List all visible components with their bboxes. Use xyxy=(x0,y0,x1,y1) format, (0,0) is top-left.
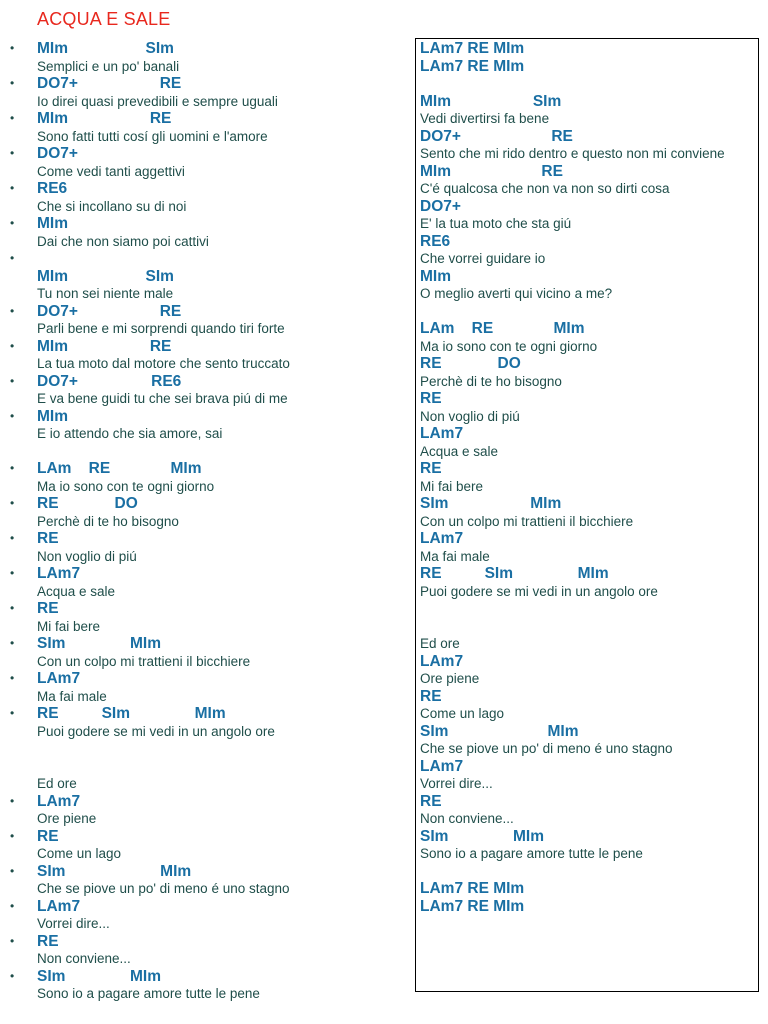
chord-line xyxy=(420,93,758,111)
chord-line xyxy=(420,565,758,583)
lyric-line xyxy=(0,950,410,968)
lyric-line xyxy=(420,145,758,163)
chord-text: SIm MIm xyxy=(37,862,192,880)
lyric-text: Come un lago xyxy=(420,706,505,721)
chord-line xyxy=(420,898,758,916)
chord-line xyxy=(420,530,758,548)
chord-line xyxy=(0,75,410,93)
left-column xyxy=(0,40,410,1003)
bullet-icon: • xyxy=(10,338,15,353)
lyric-text: Puoi godere se mi vedi in un angolo ore xyxy=(420,583,658,599)
chord-text: RE xyxy=(37,600,59,617)
chord-line xyxy=(0,793,410,811)
lyric-text: O meglio averti qui vicino a me? xyxy=(420,286,613,301)
chord-text: MIm RE xyxy=(37,337,172,355)
lyric-text: Dai che non siamo poi cattivi xyxy=(37,233,209,249)
lyric-text: Con un colpo mi trattieni il bicchiere xyxy=(37,653,251,669)
bullet-icon: • xyxy=(10,41,15,55)
lyric-text: Parli bene e mi sorprendi quando tiri forte xyxy=(37,321,285,336)
lyric-line xyxy=(0,58,410,76)
blank-line xyxy=(420,75,758,93)
lyric-text: Che si incollano su di noi xyxy=(37,198,187,214)
lyric-line xyxy=(420,740,758,758)
chord-text: MIm RE xyxy=(420,162,563,180)
chord-line xyxy=(420,268,758,286)
blank-line xyxy=(420,303,758,321)
lyric-line xyxy=(0,198,410,216)
chord-text: LAm7 xyxy=(37,565,81,582)
lyric-text: Sento che mi rido dentro e questo non mi conviene xyxy=(420,146,725,161)
chord-text: RE xyxy=(420,792,442,810)
lyric-text: Perchè di te ho bisogno xyxy=(420,373,562,389)
bullet-icon: • xyxy=(10,636,15,650)
chord-line xyxy=(420,58,758,76)
lyric-line xyxy=(0,320,410,338)
lyric-text: E va bene guidi tu che sei brava piú di me xyxy=(37,391,288,406)
lyric-line xyxy=(0,810,410,828)
chord-line xyxy=(0,828,410,846)
chord-text: LAm7 RE MIm xyxy=(420,880,525,897)
lyric-text: Ma io sono con te ogni giorno xyxy=(420,338,598,354)
lyric-text: Sono fatti tutti cosí gli uomini e l'amore xyxy=(37,128,268,144)
chord-line xyxy=(0,670,410,688)
lyric-text: C'é qualcosa che non va non so dirti cosa xyxy=(420,181,670,196)
chord-line xyxy=(420,460,758,478)
lyric-line xyxy=(0,845,410,863)
chord-line xyxy=(0,215,410,233)
chord-line xyxy=(0,530,410,548)
chord-line xyxy=(0,145,410,163)
lyric-line xyxy=(420,180,758,198)
lyric-line xyxy=(0,233,410,251)
chord-text: MIm xyxy=(37,215,68,232)
chord-line xyxy=(0,968,410,986)
lyric-line xyxy=(0,355,410,373)
chord-line xyxy=(420,128,758,146)
chord-text: LAm7 xyxy=(420,425,464,442)
chord-line xyxy=(420,390,758,408)
lyric-line xyxy=(420,110,758,128)
lyric-line xyxy=(420,845,758,863)
chord-text: LAm7 xyxy=(420,530,464,547)
chord-line xyxy=(0,898,410,916)
lyric-text: Non voglio di piú xyxy=(37,548,137,564)
blank-line xyxy=(420,618,758,636)
chord-text: RE xyxy=(37,827,59,845)
bullet-icon: • xyxy=(10,111,15,125)
bullet-icon: • xyxy=(10,793,15,808)
bullet-icon: • xyxy=(10,373,15,388)
bullet-icon: • xyxy=(10,303,15,318)
chord-text: DO7+ RE xyxy=(420,127,573,145)
chord-line xyxy=(420,758,758,776)
chord-line xyxy=(0,268,410,286)
lyric-text: Acqua e sale xyxy=(420,443,499,459)
chord-line xyxy=(420,40,758,58)
chord-text: RE DO xyxy=(420,355,521,372)
chord-text: LAm RE MIm xyxy=(37,460,202,477)
chord-text: RE6 xyxy=(420,232,451,250)
chord-line xyxy=(420,198,758,216)
lyric-text: Non voglio di piú xyxy=(420,408,520,424)
bullet-icon: • xyxy=(10,671,15,685)
lyric-line xyxy=(420,705,758,723)
lyric-text: Acqua e sale xyxy=(37,583,116,599)
chord-line xyxy=(0,600,410,618)
chord-line xyxy=(0,373,410,391)
lyric-line xyxy=(420,478,758,496)
lyric-text: Che se piove un po' di meno é uno stagno xyxy=(37,881,290,896)
chord-text: MIm xyxy=(37,407,68,425)
lyric-line xyxy=(0,478,410,496)
chord-text: LAm7 xyxy=(37,670,81,687)
lyric-line xyxy=(420,548,758,566)
lyric-line xyxy=(0,688,410,706)
chord-text: RE xyxy=(420,460,442,477)
lyric-text: Come vedi tanti aggettivi xyxy=(37,163,185,179)
chord-text: RE xyxy=(37,530,59,547)
chord-text: DO7+ xyxy=(420,197,461,215)
lyric-text: Ore piene xyxy=(420,671,480,686)
lyric-text: Puoi godere se mi vedi in un angolo ore xyxy=(37,723,275,739)
lyric-line xyxy=(0,513,410,531)
lyric-line xyxy=(0,583,410,601)
bullet-icon: • xyxy=(10,863,15,878)
chord-text: RE xyxy=(420,390,442,407)
chord-text: RE xyxy=(37,932,59,950)
chord-text: LAm7 RE MIm xyxy=(420,40,525,57)
chord-line xyxy=(420,793,758,811)
chord-line xyxy=(420,723,758,741)
chord-text: LAm7 xyxy=(37,792,81,810)
chord-line xyxy=(0,40,410,58)
chord-line xyxy=(0,495,410,513)
bullet-icon: • xyxy=(10,968,15,983)
bullet-icon: • xyxy=(10,76,15,90)
bullet-icon: • xyxy=(10,408,15,423)
chord-line xyxy=(0,863,410,881)
bullet-icon: • xyxy=(10,828,15,843)
chord-text: SIm MIm xyxy=(420,827,545,845)
chord-text: LAm7 xyxy=(420,652,464,670)
lyric-line xyxy=(0,723,410,741)
chord-text: MIm SIm xyxy=(37,40,174,57)
chord-text: MIm SIm xyxy=(37,267,174,285)
chord-text: LAm7 xyxy=(37,897,81,915)
chord-line xyxy=(0,338,410,356)
chord-text: SIm MIm xyxy=(37,967,162,985)
chord-text: MIm RE xyxy=(37,110,172,127)
bullet-icon: • xyxy=(10,251,15,265)
lyric-line xyxy=(0,128,410,146)
chord-line xyxy=(420,828,758,846)
chord-line xyxy=(0,933,410,951)
lyric-text: Ma fai male xyxy=(37,688,107,704)
lyric-line xyxy=(0,985,410,1003)
bullet-icon: • xyxy=(10,216,15,230)
chord-text: LAm7 xyxy=(420,757,464,775)
chord-text: RE DO xyxy=(37,495,138,512)
lyric-line xyxy=(0,93,410,111)
lyric-line xyxy=(420,443,758,461)
chord-line xyxy=(420,355,758,373)
chord-line xyxy=(0,460,410,478)
lyric-text: Ed ore xyxy=(37,776,77,791)
blank-line xyxy=(0,740,410,758)
lyric-text: Perchè di te ho bisogno xyxy=(37,513,179,529)
lyric-text: E io attendo che sia amore, sai xyxy=(37,426,223,441)
lyric-line xyxy=(420,285,758,303)
lyric-text: Io direi quasi prevedibili e sempre uguali xyxy=(37,93,278,109)
chord-line xyxy=(0,110,410,128)
chord-line xyxy=(420,320,758,338)
lyric-text: Tu non sei niente male xyxy=(37,286,174,301)
lyric-text: Ma io sono con te ogni giorno xyxy=(37,478,215,494)
bullet-icon: • xyxy=(10,531,15,545)
chord-line xyxy=(0,635,410,653)
lyric-line xyxy=(420,250,758,268)
blank-line xyxy=(420,863,758,881)
chord-text: DO7+ RE6 xyxy=(37,372,182,390)
lyric-text: Come un lago xyxy=(37,846,122,861)
chord-line xyxy=(0,565,410,583)
chord-text: DO7+ xyxy=(37,145,78,162)
bullet-icon: • xyxy=(10,706,15,720)
lyric-text: Con un colpo mi trattieni il bicchiere xyxy=(420,513,634,529)
lyric-line xyxy=(0,775,410,793)
lyric-line xyxy=(0,163,410,181)
lyric-text: Mi fai bere xyxy=(420,478,484,494)
chord-line xyxy=(420,425,758,443)
lyric-text: Sono io a pagare amore tutte le pene xyxy=(420,846,643,861)
chord-line xyxy=(420,495,758,513)
chord-line xyxy=(0,408,410,426)
lyric-line xyxy=(420,583,758,601)
lyric-text: Ma fai male xyxy=(420,548,490,564)
bullet-icon: • xyxy=(10,601,15,615)
lyric-line xyxy=(0,915,410,933)
right-column-box xyxy=(415,38,759,992)
lyric-text: Ed ore xyxy=(420,636,460,651)
lyric-line xyxy=(0,880,410,898)
lyric-line xyxy=(0,425,410,443)
chord-line xyxy=(420,653,758,671)
lyric-text: La tua moto dal motore che sento truccato xyxy=(37,356,290,371)
lyric-line xyxy=(420,338,758,356)
chord-line xyxy=(0,303,410,321)
chord-text: LAm7 RE MIm xyxy=(420,897,525,915)
chord-text: LAm RE MIm xyxy=(420,320,585,337)
chord-text: DO7+ RE xyxy=(37,75,182,92)
lyric-line xyxy=(420,513,758,531)
lyric-text: Ore piene xyxy=(37,811,97,826)
chord-text: RE SIm MIm xyxy=(420,565,609,582)
chord-text: MIm xyxy=(420,267,451,285)
lyric-text: Che se piove un po' di meno é uno stagno xyxy=(420,741,673,756)
chord-text: MIm SIm xyxy=(420,92,562,110)
lyric-line xyxy=(0,653,410,671)
lyric-line xyxy=(420,635,758,653)
blank-line xyxy=(0,443,410,461)
chord-line xyxy=(420,163,758,181)
blank-line xyxy=(0,758,410,776)
chord-text: DO7+ RE xyxy=(37,302,182,320)
chord-line xyxy=(420,688,758,706)
lyric-line xyxy=(0,285,410,303)
chord-line xyxy=(0,180,410,198)
bullet-icon: • xyxy=(10,933,15,948)
bullet-icon: • xyxy=(10,181,15,195)
lyric-text: E' la tua moto che sta giú xyxy=(420,216,572,231)
lyric-line xyxy=(420,670,758,688)
song-title: ACQUA E SALE xyxy=(37,9,171,29)
bullet-icon: • xyxy=(10,496,15,510)
lyric-line xyxy=(420,408,758,426)
chord-text: LAm7 RE MIm xyxy=(420,57,525,75)
bullet-icon: • xyxy=(10,461,15,475)
lyric-text: Non conviene... xyxy=(37,951,131,966)
chord-text: RE6 xyxy=(37,180,68,197)
lyric-line xyxy=(0,618,410,636)
lyric-text: Non conviene... xyxy=(420,811,514,826)
chord-text: SIm MIm xyxy=(37,635,162,652)
chord-text: SIm MIm xyxy=(420,495,562,512)
lyric-line xyxy=(420,810,758,828)
lyric-line xyxy=(420,215,758,233)
lyric-text: Vorrei dire... xyxy=(420,776,493,791)
chord-text: RE SIm MIm xyxy=(37,705,226,722)
lyric-text: Mi fai bere xyxy=(37,618,101,634)
lyric-text: Semplici e un po' banali xyxy=(37,58,180,74)
lyric-text: Vorrei dire... xyxy=(37,916,110,931)
chord-text: SIm MIm xyxy=(420,722,579,740)
lyric-text: Sono io a pagare amore tutte le pene xyxy=(37,986,260,1001)
lyric-line xyxy=(0,390,410,408)
lyric-text: Che vorrei guidare io xyxy=(420,251,546,266)
bullet-icon: • xyxy=(10,898,15,913)
chord-line xyxy=(420,233,758,251)
blank-line xyxy=(420,600,758,618)
lyric-line xyxy=(420,373,758,391)
lyric-line xyxy=(0,548,410,566)
chord-text: RE xyxy=(420,687,442,705)
bullet-icon: • xyxy=(10,146,15,160)
chord-line xyxy=(0,705,410,723)
blank-line xyxy=(0,250,410,268)
lyric-line xyxy=(420,775,758,793)
lyric-text: Vedi divertirsi fa bene xyxy=(420,111,550,126)
chord-line xyxy=(420,880,758,898)
bullet-icon: • xyxy=(10,566,15,580)
